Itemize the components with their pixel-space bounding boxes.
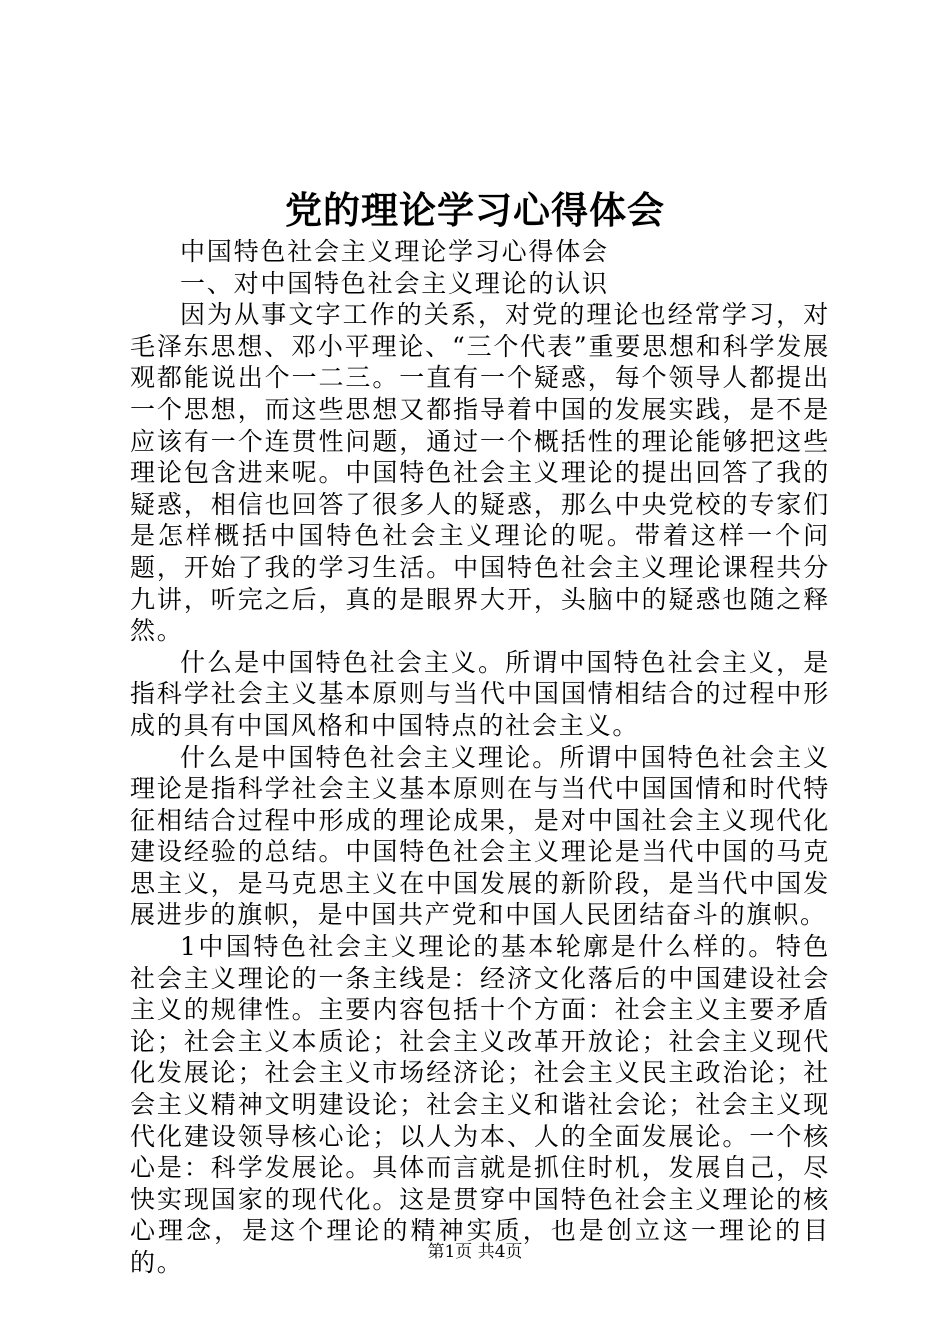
paragraph-body: 什么是中国特色社会主义理论。所谓中国特色社会主义理论是指科学社会主义基本原则在与当代中国国情和时代特征相结合过程中形成的理论成果，是对中国社会主义现代化建设经验的总结。中国特色社会主义理论是当代中国的马克思主义，是马克思主义在中国发展的新阶段，是当代中国发展进步的旗帜，是中国共产党和中国人民团结奋斗的旗帜。 — [130, 742, 830, 930]
document-title: 党的理论学习心得体会 — [285, 188, 665, 232]
paragraph-body: 什么是中国特色社会主义。所谓中国特色社会主义，是指科学社会主义基本原则与当代中国国情相结合的过程中形成的具有中国风格和中国特点的社会主义。 — [130, 647, 830, 740]
paragraph-body: 因为从事文字工作的关系，对党的理论也经常学习，对毛泽东思想、邓小平理论、“三个代表”重要思想和科学发展观都能说出个一二三。一直有一个疑惑，每个领导人都提出一个思想，而这些思想又都指导着中国的发展实践，是不是应该有一个连贯性问题，通过一个概括性的理论能够把这些理论包含进来呢。中国特色社会主义理论的提出回答了我的疑惑，相信也回答了很多人的疑惑，那么中央党校的专家们是怎样概括中国特色社会主义理论的呢。带着这样一个问题，开始了我的学习生活。中国特色社会主义理论课程共分九讲，听完之后，真的是眼界大开，头脑中的疑惑也随之释然。 — [130, 300, 830, 646]
document-body — [130, 236, 830, 1279]
paragraph-subtitle: 中国特色社会主义理论学习心得体会 — [180, 237, 609, 266]
paragraph-section-heading: 一、对中国特色社会主义理论的认识 — [180, 268, 609, 298]
paragraph-body: 1中国特色社会主义理论的基本轮廓是什么样的。特色社会主义理论的一条主线是：经济文化落后的中国建设社会主义的规律性。主要内容包括十个方面：社会主义主要矛盾论；社会主义本质论；社会主义改革开放论；社会主义现代化发展论；社会主义市场经济论；社会主义民主政治论；社会主义精神文明建设论；社会主义和谐社会论；社会主义现代化建设领导核心论；以人为本、人的全面发展论。一个核心是：科学发展论。具体而言就是抓住时机，发展自己，尽快实现国家的现代化。这是贯穿中国特色社会主义理论的核心理念，是这个理论的精神实质，也是创立这一理论的目的。 — [130, 932, 830, 1277]
page-number-footer: 第1页 共4页 — [427, 1242, 523, 1262]
